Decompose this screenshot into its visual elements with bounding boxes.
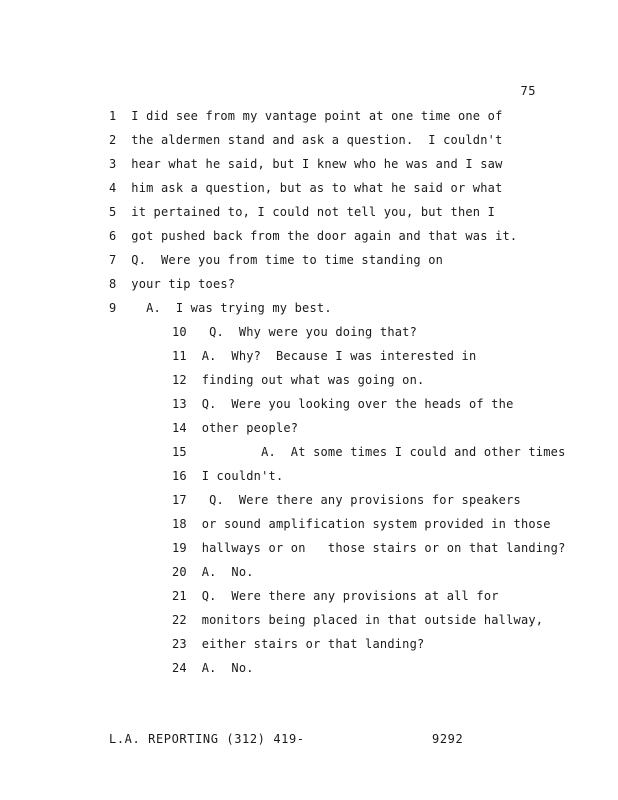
transcript-line-1: 1 I did see from my vantage point at one time one of: [109, 109, 503, 123]
footer-phone-suffix: 9292: [432, 732, 464, 746]
transcript-line-16: 16 I couldn't.: [172, 469, 284, 483]
transcript-line-19: 19 hallways or on those stairs or on that landing?: [172, 541, 566, 555]
transcript-line-18: 18 or sound amplification system provided in those: [172, 517, 551, 531]
page-number: 75: [520, 84, 536, 98]
transcript-line-15: 15 A. At some times I could and other times: [172, 445, 566, 459]
transcript-line-12: 12 finding out what was going on.: [172, 373, 425, 387]
footer-reporter-name: L.A. REPORTING (312) 419-: [109, 732, 305, 746]
transcript-line-2: 2 the aldermen stand and ask a question. I couldn't: [109, 133, 503, 147]
transcript-line-4: 4 him ask a question, but as to what he said or what: [109, 181, 503, 195]
transcript-line-8: 8 your tip toes?: [109, 277, 236, 291]
transcript-line-6: 6 got pushed back from the door again and that was it.: [109, 229, 518, 243]
transcript-line-9: 9 A. I was trying my best.: [109, 301, 332, 315]
transcript-line-21: 21 Q. Were there any provisions at all for: [172, 589, 499, 603]
transcript-line-5: 5 it pertained to, I could not tell you, but then I: [109, 205, 496, 219]
transcript-line-24: 24 A. No.: [172, 661, 254, 675]
transcript-line-13: 13 Q. Were you looking over the heads of the: [172, 397, 514, 411]
transcript-line-7: 7 Q. Were you from time to time standing on: [109, 253, 444, 267]
transcript-line-22: 22 monitors being placed in that outside hallway,: [172, 613, 544, 627]
transcript-line-17: 17 Q. Were there any provisions for speakers: [172, 493, 521, 507]
transcript-line-14: 14 other people?: [172, 421, 299, 435]
transcript-line-3: 3 hear what he said, but I knew who he was and I saw: [109, 157, 503, 171]
transcript-line-20: 20 A. No.: [172, 565, 254, 579]
transcript-line-10: 10 Q. Why were you doing that?: [172, 325, 418, 339]
transcript-line-23: 23 either stairs or that landing?: [172, 637, 425, 651]
transcript-line-11: 11 A. Why? Because I was interested in: [172, 349, 477, 363]
